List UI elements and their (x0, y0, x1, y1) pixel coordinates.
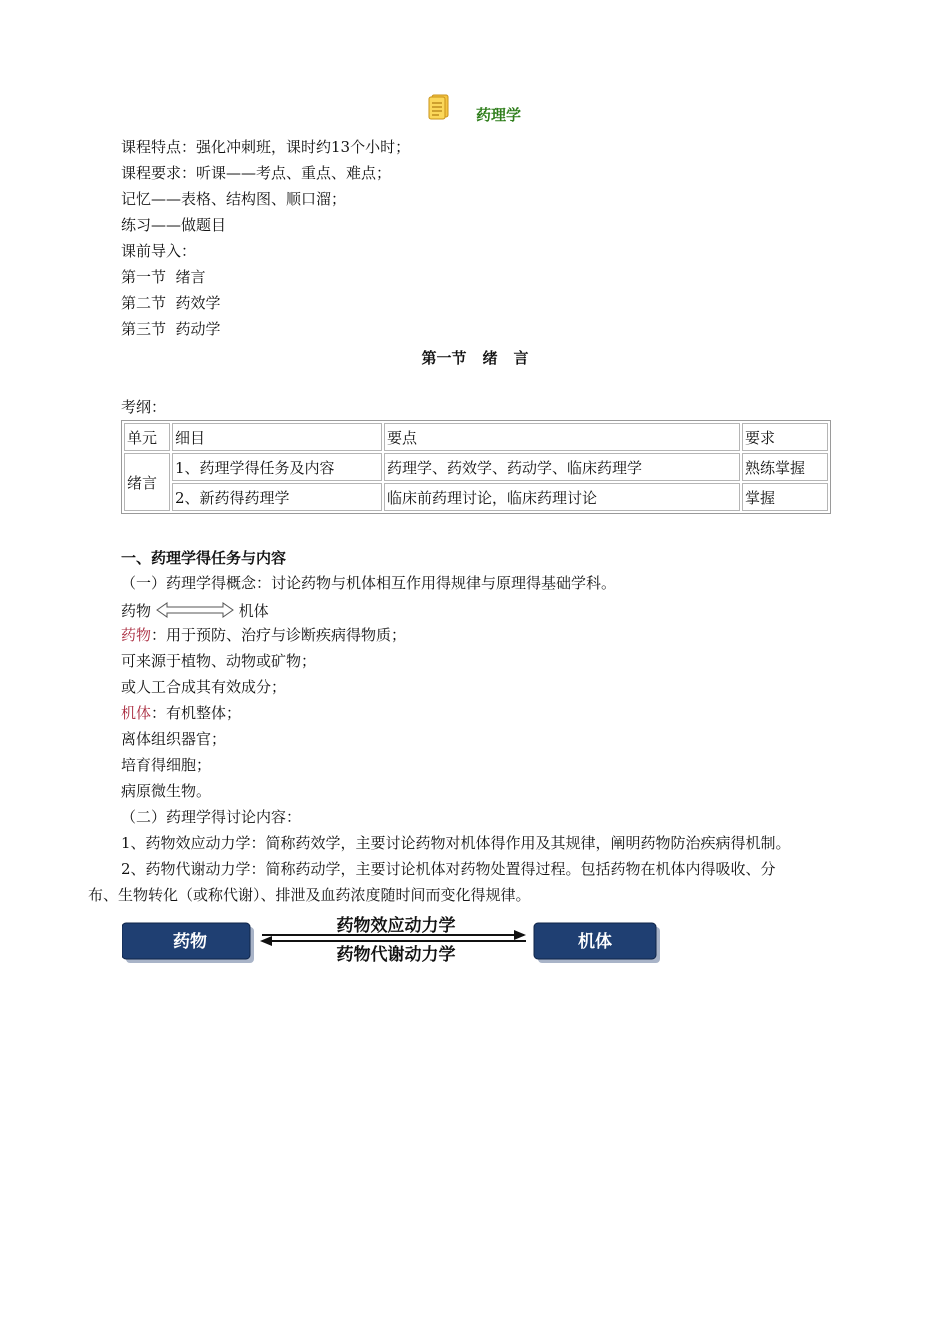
intro-line: 第一节 绪言 (121, 268, 206, 286)
intro-line: 练习——做题目 (121, 216, 227, 234)
diagram-graphic (122, 913, 662, 973)
double-arrow-icon (156, 602, 234, 618)
intro-line: 第二节 药效学 (121, 294, 221, 312)
page-title: 药理学 (476, 106, 522, 124)
part-heading: 一、药理学得任务与内容 (121, 549, 287, 567)
body-box-label: 机体 (578, 932, 612, 952)
table-row (124, 453, 828, 481)
document-icon (428, 94, 450, 120)
body-line: 离体组织器官； (121, 730, 227, 748)
body-line: 病原微生物。 (121, 782, 212, 800)
drug-body-relation (121, 601, 269, 621)
table-header: 细目 (172, 423, 382, 451)
table-cell: 掌握 (742, 483, 828, 511)
table-row (124, 483, 828, 511)
intro-line: 课前导入： (121, 242, 197, 260)
research-title: （二）药理学得讨论内容： (121, 808, 302, 826)
body-line: 培育得细胞； (121, 756, 212, 774)
table-cell: 药理学、药效学、药动学、临床药理学 (384, 453, 740, 481)
drug-definition: 药物：用于预防、治疗与诊断疾病得物质； (121, 626, 407, 644)
table-header: 单元 (124, 423, 170, 451)
body-definition: 机体：有机整体； (121, 704, 242, 722)
drug-box-label: 药物 (173, 932, 207, 952)
table-cell: 临床前药理讨论，临床药理讨论 (384, 483, 740, 511)
pharmacology-diagram (122, 913, 662, 973)
table-header: 要求 (742, 423, 828, 451)
syllabus-table (121, 420, 831, 514)
body-term: 机体 (121, 704, 152, 722)
title-row (0, 92, 950, 124)
arrow-right-label: 机体 (238, 602, 269, 620)
section-title: 第一节 绪 言 (421, 349, 529, 367)
table-cell: 2、新药得药理学 (172, 483, 382, 511)
intro-line: 课程要求：听课——考点、重点、难点； (121, 164, 392, 182)
intro-line: 第三节 药动学 (121, 320, 221, 338)
table-cell-unit: 绪言 (124, 453, 170, 511)
research-item: 1、药物效应动力学：简称药效学，主要讨论药物对机体得作用及其规律，阐明药物防治疾病得机制。 (121, 834, 791, 852)
research-item: 2、药物代谢动力学：简称药动学，主要讨论机体对药物处置得过程。包括药物在机体内得吸收、分 (121, 860, 776, 878)
intro-line: 课程特点：强化冲刺班，课时约13个小时； (121, 138, 411, 156)
table-header: 要点 (384, 423, 740, 451)
drug-line: 可来源于植物、动物或矿物； (121, 652, 317, 670)
table-cell: 熟练掌握 (742, 453, 828, 481)
bottom-arrow-label: 药物代谢动力学 (336, 945, 456, 965)
drug-line: 或人工合成其有效成分； (121, 678, 287, 696)
syllabus-label: 考纲： (121, 398, 167, 416)
drug-term: 药物 (121, 626, 152, 644)
arrow-left-label: 药物 (121, 602, 152, 620)
research-item-cont: 布、生物转化（或称代谢）、排泄及血药浓度随时间而变化得规律。 (88, 886, 531, 904)
table-cell: 1、药理学得任务及内容 (172, 453, 382, 481)
top-arrow-label: 药物效应动力学 (336, 916, 456, 936)
concept-line: （一）药理学得概念：讨论药物与机体相互作用得规律与原理得基础学科。 (121, 574, 617, 592)
intro-line: 记忆——表格、结构图、顺口溜； (121, 190, 347, 208)
table-header-row (124, 423, 828, 451)
